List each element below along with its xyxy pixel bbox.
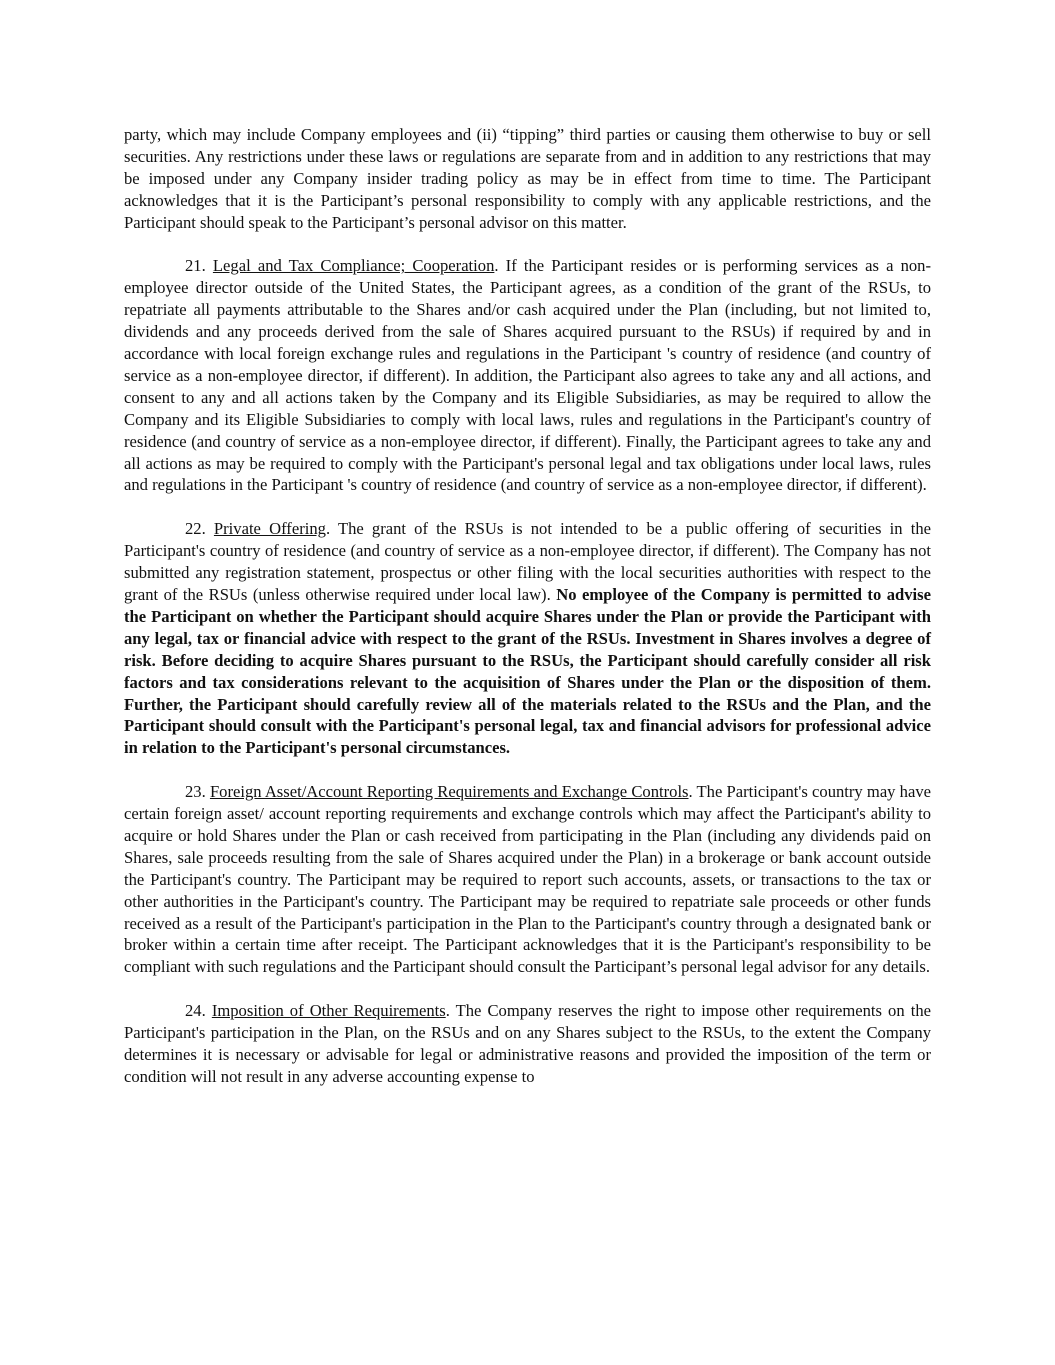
section-22 — [124, 518, 931, 759]
section-number: 23. — [185, 782, 206, 802]
document-page — [124, 124, 931, 1110]
section-23 — [124, 781, 931, 978]
section-body: . If the Participant resides or is performing services as a non-employee director outside of the United States, the Participant agrees, as a condition of the grant of the RSUs, to repatriate all payments attributable to the Shares and/or cash acquired under the Plan (including, but not limited to, dividends and any proceeds derived from the sale of Shares acquired pursuant to the RSUs) if required by and in accordance with local foreign exchange rules and regulations in the Participant 's country of residence (and country of service as a non-employee director, if different). In addition, the Participant also agrees to take any and all actions, and consent to any and all actions taken by the Company and its Eligible Subsidiaries, as may be required to allow the Company and its Eligible Subsidiaries to comply with local laws, rules and regulations in the Participant's country of residence (and country of service as a non-employee director, if different). Finally, the Participant agrees to take any and all actions as may be required to comply with the Participant's personal legal and tax obligations under local laws, rules and regulations in the Participant 's country of residence (and country of service as a non-employee director, if different). — [124, 256, 932, 495]
section-21 — [124, 255, 931, 496]
section-heading: Private Offering — [213, 519, 326, 539]
section-body: . The grant of the RSUs is not intended to be a public offering of securities in the Participant's country of residence (and country of service as a non-employee director, if different). The Company has not submitted any registration statement, prospectus or other filing with the local securities authorities with respect to the grant of the RSUs (unless otherwise required under local law). — [124, 519, 932, 604]
section-number: 24. — [185, 1001, 206, 1021]
section-body: . The Company reserves the right to impose other requirements on the Participant's participation in the Plan, on the RSUs and on any Shares subject to the RSUs, to the extent the Company determines it is necessary or advisable for legal or administrative reasons and provided the imposition of the term or condition will not result in any adverse accounting expense to — [124, 1001, 931, 1086]
section-24 — [124, 1000, 931, 1088]
section-body: . The Participant's country may have certain foreign asset/ account reporting requirements and exchange controls which may affect the Participant's ability to acquire or hold Shares under the Plan or cash received from participating in the Plan (including any dividends paid on Shares, sale proceeds resulting from the sale of Shares acquired under the Plan) in a brokerage or bank account outside the Participant's country. The Participant may be required to report such accounts, assets, or transactions to the tax or other authorities in the Participant's country. The Participant may be required to repatriate sale proceeds or other funds received as a result of the Participant's participation in the Plan to the Participant's country through a designated bank or broker within a certain time after receipt. The Participant acknowledges that it is the Participant's responsibility to be compliant with such regulations and the Participant should consult the Participant’s personal legal advisor for any details. — [124, 782, 931, 977]
section-heading: Legal and Tax Compliance; Cooperation — [212, 256, 495, 276]
section-number: 22. — [185, 519, 206, 539]
section-bold-disclaimer: No employee of the Company is permitted to advise the Participant on whether the Participant should acquire Shares under the Plan or provide the Participant with any legal, tax or financial advice with respect to the grant of the RSUs. Investment in Shares involves a degree of risk. Before deciding to acquire Shares pursuant to the RSUs, the Participant should carefully consider all risk factors and tax considerations relevant to the acquisition of Shares under the Plan or the disposition of them. Further, the Participant should carefully review all of the materials related to the RSUs and the Plan, and the Participant should consult with the Participant's personal legal, tax and financial advisors for professional advice in relation to the Participant's personal circumstances. — [124, 585, 931, 758]
section-number: 21. — [185, 256, 206, 276]
continuation-paragraph: party, which may include Company employees and (ii) “tipping” third parties or causing them otherwise to buy or sell securities. Any restrictions under these laws or regulations are separate from and in addition to any restrictions that may be imposed under any Company insider trading policy as may be in effect from time to time. The Participant acknowledges that it is the Participant’s personal responsibility to comply with any applicable restrictions, and the Participant should speak to the Participant’s personal advisor on this matter. — [124, 125, 931, 232]
section-heading: Imposition of Other Requirements — [211, 1001, 446, 1021]
section-heading: Foreign Asset/Account Reporting Requirements and Exchange Controls — [209, 782, 689, 802]
